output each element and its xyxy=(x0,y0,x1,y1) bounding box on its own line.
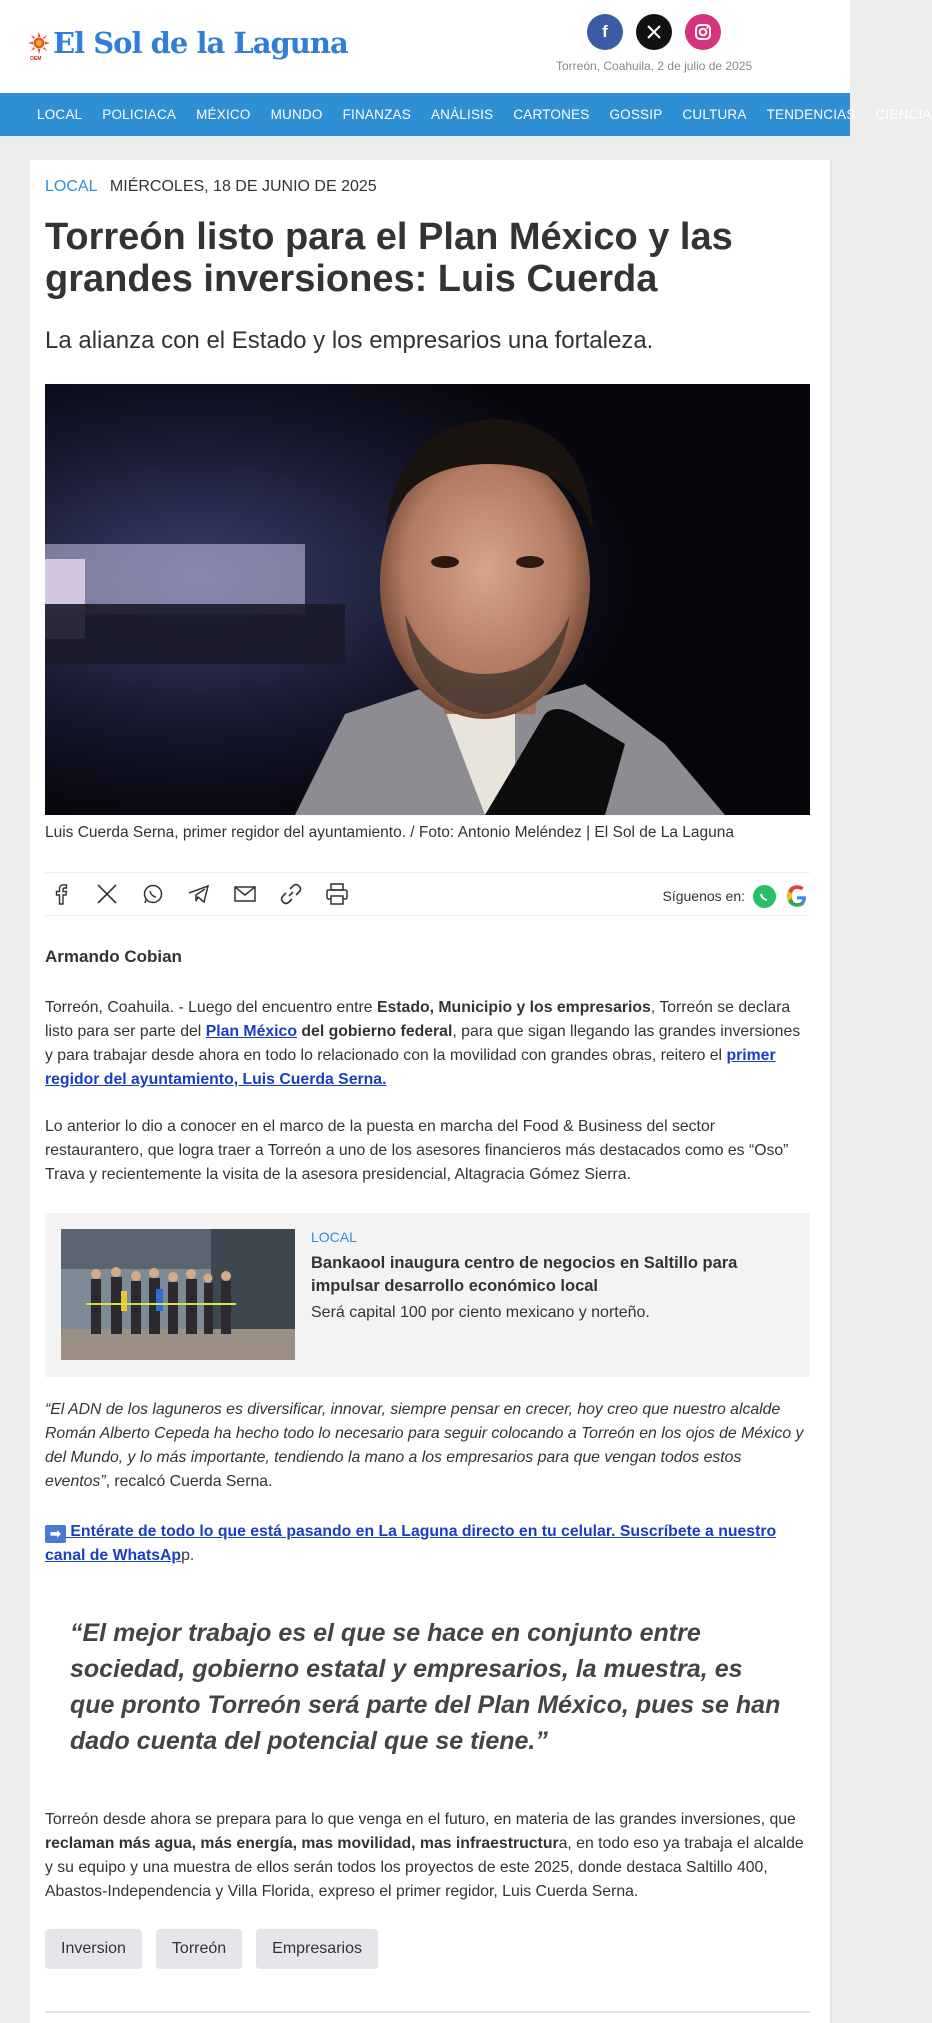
article-paragraph-4 xyxy=(45,1520,810,1568)
nav-item-ciencia[interactable]: CIENCIA xyxy=(875,107,932,122)
main-nav xyxy=(0,93,932,136)
related-section[interactable]: LOCAL xyxy=(311,1229,357,1245)
tag-empresarios[interactable]: Empresarios xyxy=(256,1929,378,1969)
article-card xyxy=(30,160,832,2023)
follow-label: Síguenos en: xyxy=(662,888,745,904)
facebook-icon[interactable]: f xyxy=(587,14,623,50)
article-paragraph-5 xyxy=(45,1808,810,1904)
share-bar xyxy=(45,872,810,916)
p3-tail: , recalcó Cuerda Serna. xyxy=(105,1473,273,1490)
email-share-icon[interactable] xyxy=(233,882,257,906)
google-follow-icon[interactable] xyxy=(784,883,810,909)
nav-item-tendencias[interactable]: TENDENCIAS xyxy=(766,107,856,122)
p1-bold-1: Estado, Municipio y los empresarios xyxy=(376,999,651,1016)
whatsapp-follow-icon[interactable] xyxy=(753,885,776,908)
telegram-share-icon[interactable] xyxy=(187,882,211,906)
divider xyxy=(45,2011,810,2013)
whatsapp-channel-link-text: Entérate de todo lo que está pasando en La Laguna directo en tu celular. Suscríbete a nuestro canal de WhatsAp xyxy=(45,1523,777,1564)
p3-quote: “El ADN de los laguneros es diversificar, innovar, siempre pensar en crecer, hoy creo que nuestro alcalde Román Alberto Cepeda ha hecho todo lo necesario para seguir colocando a Torreón en los ojos de México y del Mundo, y lo más importante, tendiendo la mano a los empresarios para que vengan todos estos eventos” xyxy=(45,1401,804,1490)
related-article[interactable] xyxy=(45,1213,810,1377)
section-link[interactable]: LOCAL xyxy=(45,178,98,195)
social-links xyxy=(587,14,721,50)
nav-item-cartones[interactable]: CARTONES xyxy=(513,107,590,122)
nav-item-mexico[interactable]: MÉXICO xyxy=(196,107,251,122)
primer-regidor-link[interactable]: primer regidor del ayuntamiento, Luis Cuerda Serna. xyxy=(45,1047,776,1088)
nav-item-cultura[interactable]: CULTURA xyxy=(682,107,747,122)
sun-logo-icon xyxy=(28,32,50,62)
tag-torreon[interactable]: Torreón xyxy=(156,1929,242,1969)
nav-item-gossip[interactable]: GOSSIP xyxy=(609,107,663,122)
article-headline: Torreón listo para el Plan México y las grandes inversiones: Luis Cuerda xyxy=(45,216,733,300)
photo-caption: Luis Cuerda Serna, primer regidor del ayuntamiento. / Foto: Antonio Meléndez | El Sol de La Laguna xyxy=(45,824,735,841)
logo-oem: OEM xyxy=(30,56,42,62)
nav-item-policiaca[interactable]: POLICIACA xyxy=(102,107,177,122)
x-icon[interactable] xyxy=(636,14,672,50)
related-description: Será capital 100 por ciento mexicano y norteño. xyxy=(311,1304,650,1321)
whatsapp-channel-link[interactable] xyxy=(45,1523,776,1564)
related-article-image[interactable] xyxy=(61,1229,295,1360)
article-meta xyxy=(45,178,810,196)
p1-text-2: , Torreón se declara listo para ser parte del xyxy=(45,999,791,1040)
nav-item-finanzas[interactable]: FINANZAS xyxy=(342,107,411,122)
follow-us xyxy=(662,883,810,909)
article-subhead: La alianza con el Estado y los empresarios una fortaleza. xyxy=(45,327,654,354)
related-title[interactable]: Bankaool inaugura centro de negocios en Saltillo para impulsar desarrollo económico local xyxy=(311,1254,738,1295)
nav-item-analisis[interactable]: ANÁLISIS xyxy=(430,107,494,122)
article-date: MIÉRCOLES, 18 DE JUNIO DE 2025 xyxy=(109,178,377,195)
p1-text-1: Torreón, Coahuila. - Luego del encuentro entre xyxy=(45,999,377,1016)
article-paragraph-2: Lo anterior lo dio a conocer en el marco de la puesta en marcha del Food & Business del sector restaurantero, que logra traer a Torreón a uno de los asesores financieros más destacados como es “Oso” Trava y recientemente la visita de la asesora presidencial, Altagracia Gómez Sierra. xyxy=(45,1118,789,1183)
article-paragraph-3 xyxy=(45,1398,810,1494)
article-photo[interactable] xyxy=(45,384,810,815)
plan-mexico-link[interactable]: Plan México xyxy=(205,1023,297,1040)
header-dateline: Torreón, Coahuila, 2 de julio de 2025 xyxy=(556,59,753,73)
p1-bold-2: del gobierno federal xyxy=(297,1023,453,1040)
print-icon[interactable] xyxy=(325,882,349,906)
x-share-icon[interactable] xyxy=(95,882,119,906)
article-paragraph-1 xyxy=(45,996,810,1092)
whatsapp-share-icon[interactable] xyxy=(141,882,165,906)
pull-quote: “El mejor trabajo es el que se hace en conjunto entre sociedad, gobierno estatal y empresarios, la muestra, es que pronto Torreón será parte del Plan México, pues se han dado cuenta del potencial que se tiene.” xyxy=(70,1619,781,1755)
p5-text-1: Torreón desde ahora se prepara para lo que venga en el futuro, en materia de las grandes inversiones, que xyxy=(45,1811,796,1828)
site-header xyxy=(0,0,850,93)
logo-text: El Sol de la Laguna xyxy=(53,26,348,60)
site-logo[interactable] xyxy=(28,26,348,60)
nav-item-local[interactable]: LOCAL xyxy=(37,107,83,122)
arrow-right-icon: ➡ xyxy=(45,1525,66,1543)
tag-list xyxy=(45,1929,810,1969)
p5-bold-1: reclaman más agua, más energía, mas movilidad, mas infraestructur xyxy=(45,1835,559,1852)
nav-item-mundo[interactable]: MUNDO xyxy=(270,107,323,122)
copy-link-icon[interactable] xyxy=(279,882,303,906)
facebook-share-icon[interactable] xyxy=(49,882,73,906)
article-author[interactable]: Armando Cobian xyxy=(45,947,182,966)
tag-inversion[interactable]: Inversion xyxy=(45,1929,142,1969)
p1-text-3: , para que sigan llegando las grandes inversiones y para trabajar desde ahora en todo lo relacionado con la movilidad con grandes obras, reitero el xyxy=(45,1023,801,1064)
instagram-icon[interactable] xyxy=(685,14,721,50)
p5-text-2: a, en todo eso ya trabaja el alcalde y su equipo y una muestra de ellos serán todos los proyectos de este 2025, donde destaca Saltillo 400, Abastos-Independencia y Villa Florida, expreso el primer regidor, Luis Cuerda Serna. xyxy=(45,1835,804,1900)
p4-tail: p. xyxy=(181,1547,195,1564)
